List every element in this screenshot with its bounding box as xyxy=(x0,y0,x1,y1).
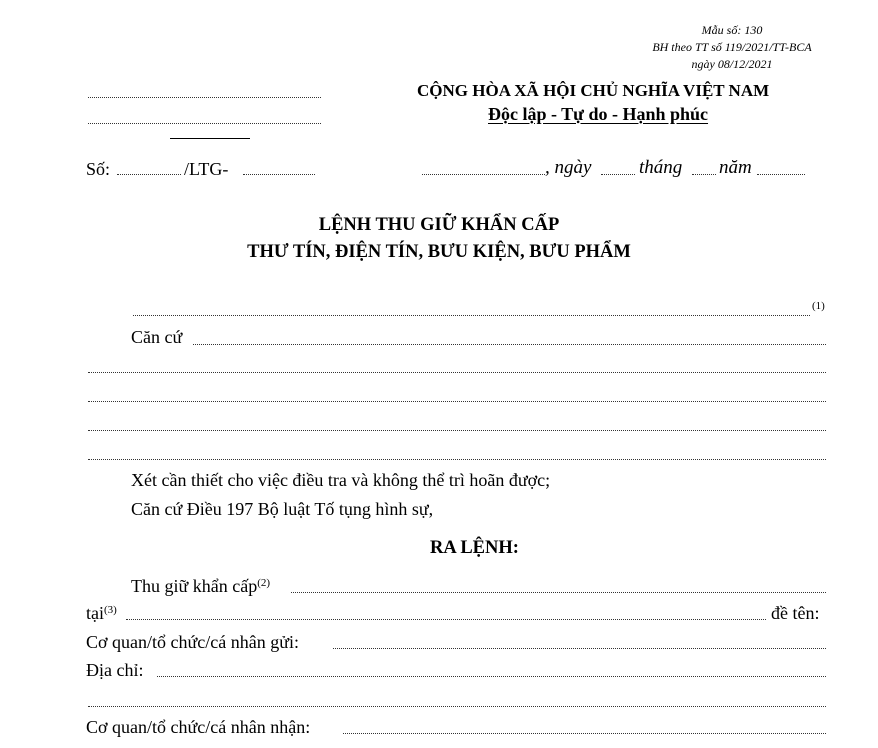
agency-issuing-field[interactable] xyxy=(88,123,321,124)
form-date: ngày 08/12/2021 xyxy=(691,57,773,71)
document-title-line2: THƯ TÍN, ĐIỆN TÍN, BƯU KIỆN, BƯU PHẨM xyxy=(247,242,631,262)
number-suffix: /LTG- xyxy=(184,159,229,179)
legal-basis-text: Căn cứ Điều 197 Bộ luật Tố tụng hình sự, xyxy=(131,499,434,519)
seized-items-field[interactable] xyxy=(291,592,826,593)
seize-label xyxy=(131,576,270,597)
footnote-1: (1) xyxy=(812,300,825,312)
month-field[interactable] xyxy=(692,174,716,175)
address-label: Địa chỉ: xyxy=(86,660,144,680)
location-field[interactable] xyxy=(126,619,766,620)
place-field[interactable] xyxy=(422,174,545,175)
agency-superior-field[interactable] xyxy=(88,97,321,98)
can-cu-field-line5[interactable] xyxy=(88,459,826,460)
authority-field[interactable] xyxy=(133,315,810,316)
form-issued-by: BH theo TT số 119/2021/TT-BCA xyxy=(652,40,812,54)
header-divider xyxy=(170,138,250,139)
document-title-line1: LỆNH THU GIỮ KHẨN CẤP xyxy=(318,215,560,235)
sender-field[interactable] xyxy=(333,648,826,649)
day-label: , ngày xyxy=(545,157,592,178)
can-cu-field[interactable] xyxy=(193,344,826,345)
year-label: năm xyxy=(719,157,752,178)
form-meta xyxy=(612,22,852,73)
can-cu-field-line2[interactable] xyxy=(88,372,826,373)
number-field[interactable] xyxy=(117,174,181,175)
order-heading: RA LỆNH: xyxy=(430,538,519,558)
at-label xyxy=(86,603,117,624)
seize-label-text: Thu giữ khẩn cấp xyxy=(131,576,258,596)
month-label: tháng xyxy=(639,157,683,178)
footnote-2: (2) xyxy=(257,577,271,589)
motto: Độc lập - Tự do - Hạnh phúc xyxy=(488,104,709,124)
at-label-text: tại xyxy=(86,603,104,623)
address-field-line2[interactable] xyxy=(88,706,826,707)
receiver-field[interactable] xyxy=(343,733,826,734)
year-field[interactable] xyxy=(757,174,805,175)
address-field[interactable] xyxy=(157,676,826,677)
consideration-text: Xét cần thiết cho việc điều tra và không thể trì hoãn được; xyxy=(131,470,551,490)
day-field[interactable] xyxy=(601,174,635,175)
can-cu-label: Căn cứ xyxy=(131,327,183,347)
can-cu-field-line4[interactable] xyxy=(88,430,826,431)
addressed-label: đề tên: xyxy=(771,603,820,623)
nation-title: CỘNG HÒA XÃ HỘI CHỦ NGHĨA VIỆT NAM xyxy=(417,81,770,100)
footnote-3: (3) xyxy=(104,604,117,616)
number-label: Số: xyxy=(86,159,111,179)
form-number: Mẫu số: 130 xyxy=(701,23,763,37)
number-code-field[interactable] xyxy=(243,174,315,175)
sender-label: Cơ quan/tổ chức/cá nhân gửi: xyxy=(86,632,299,652)
can-cu-field-line3[interactable] xyxy=(88,401,826,402)
receiver-label: Cơ quan/tổ chức/cá nhân nhận: xyxy=(86,717,311,737)
